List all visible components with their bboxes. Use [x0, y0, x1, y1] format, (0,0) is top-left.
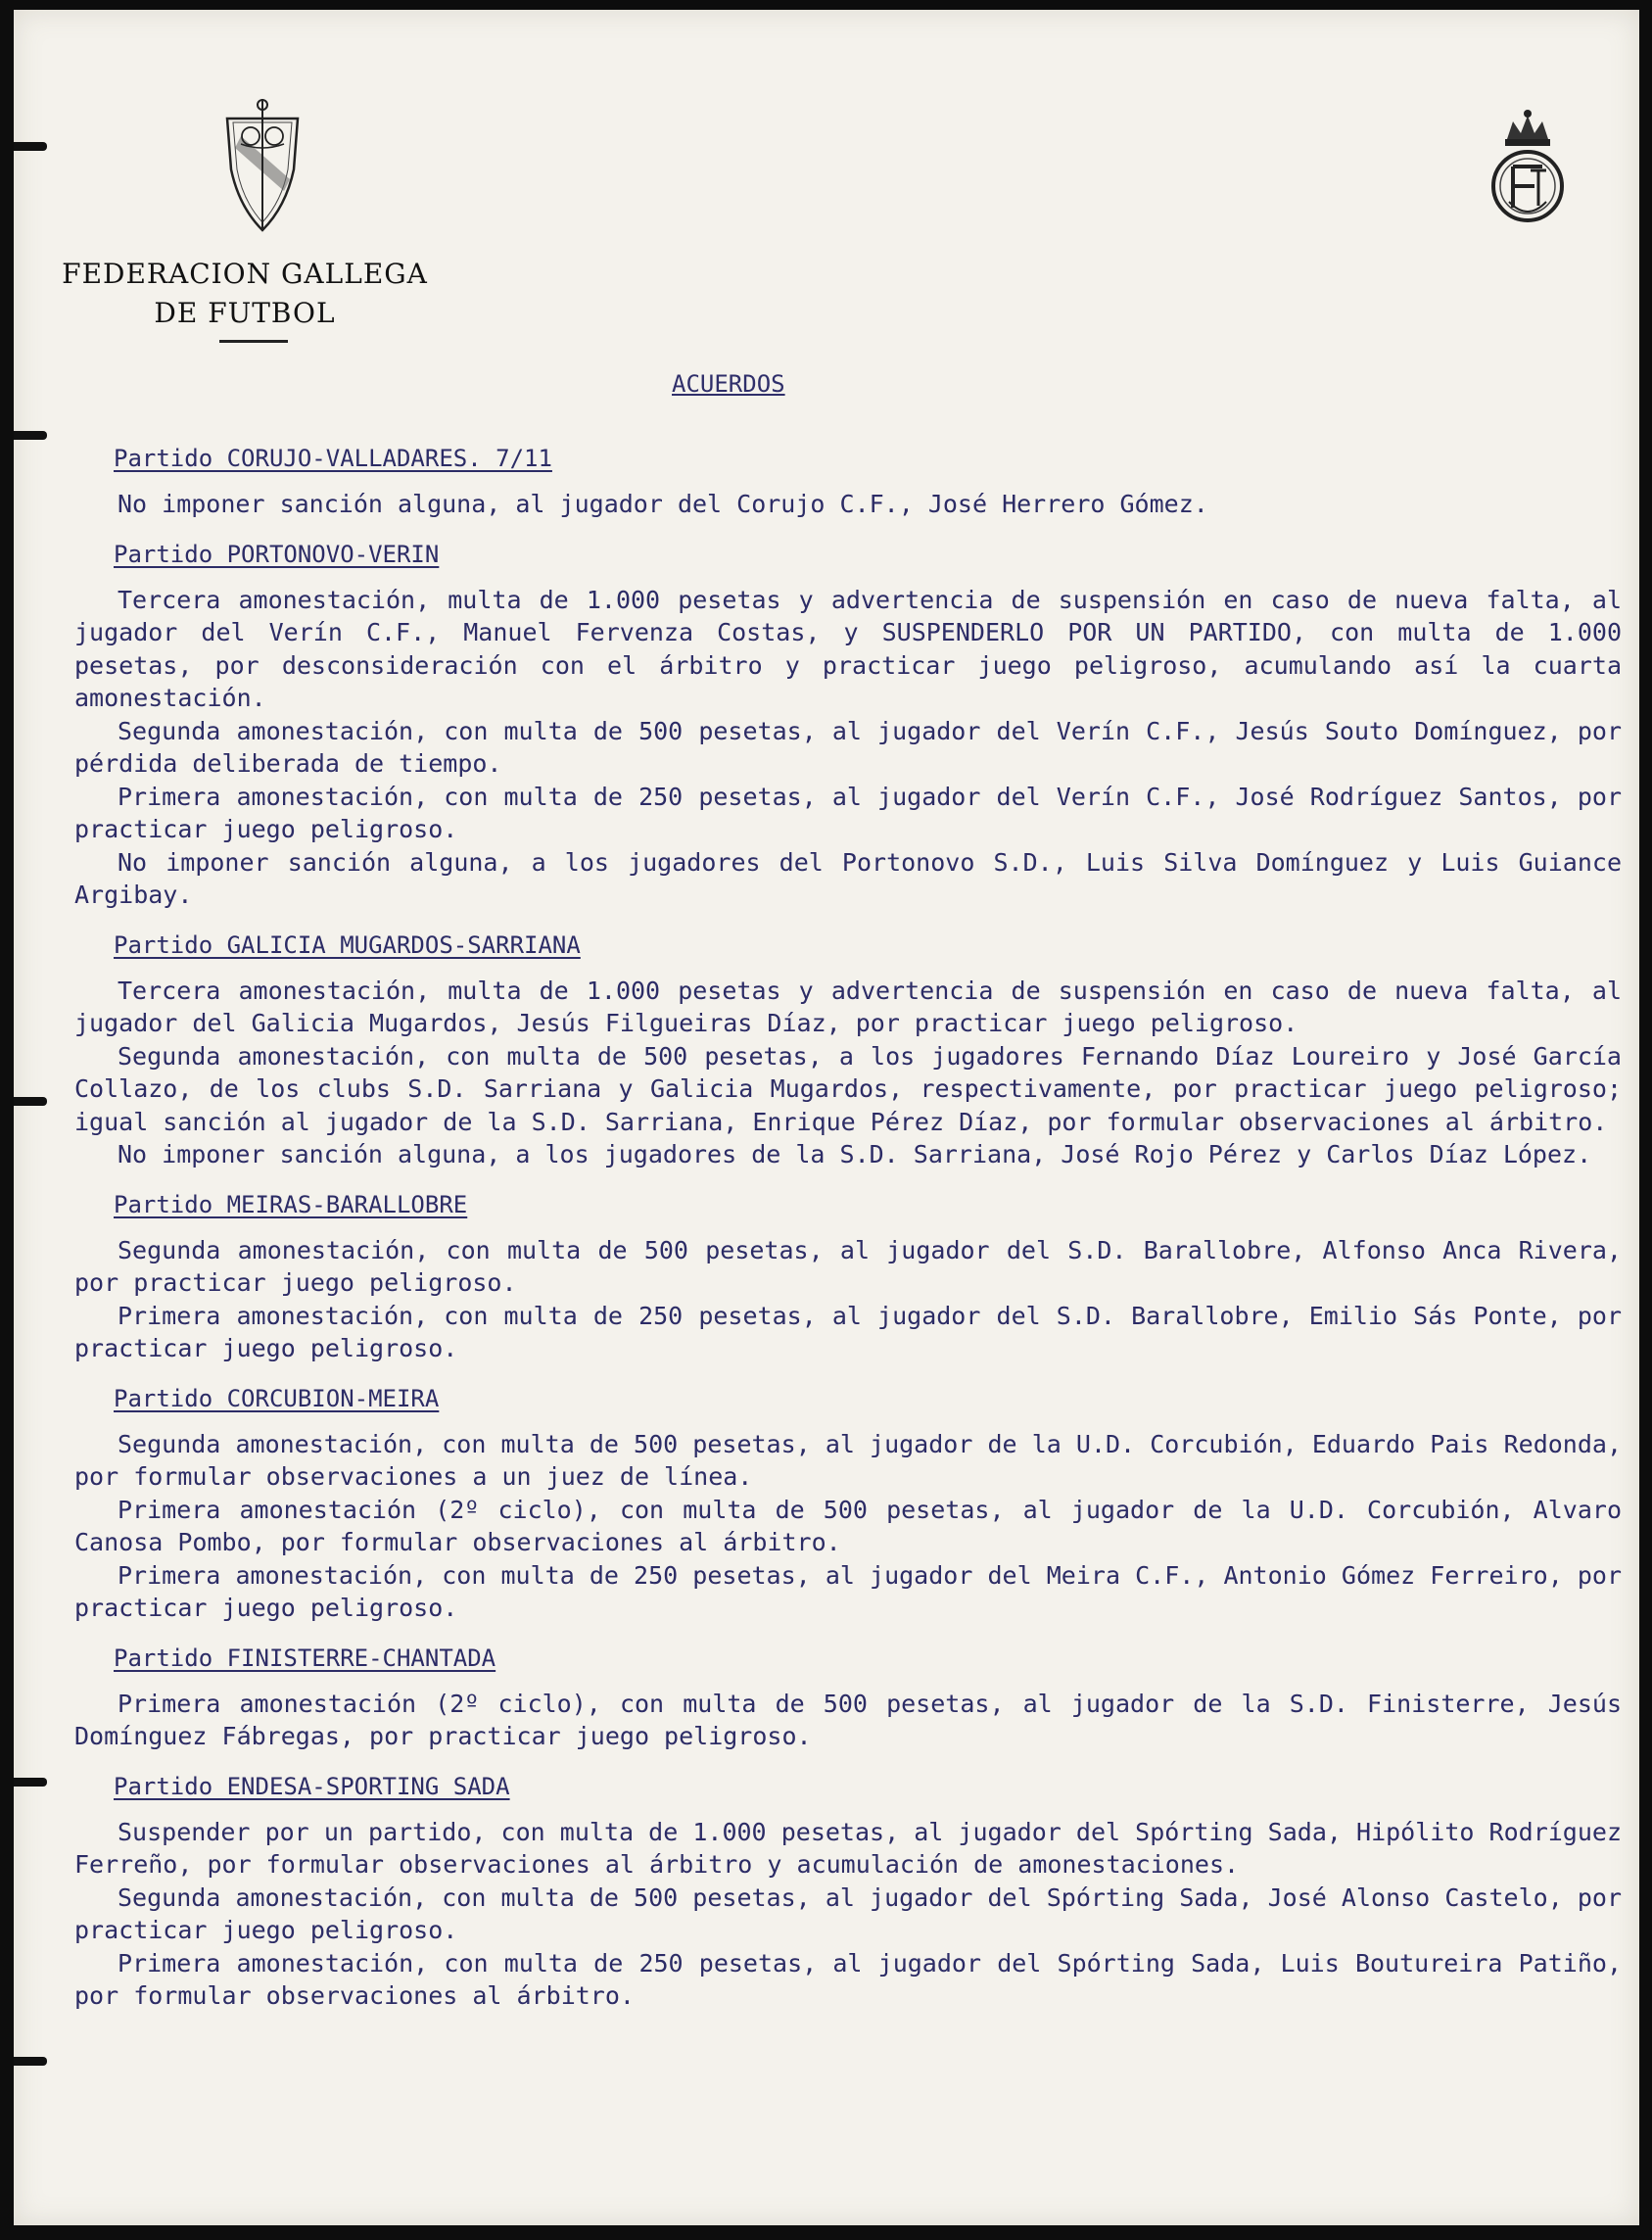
sanction-paragraph: Primera amonestación, con multa de 250 pesetas, al jugador del S.D. Barallobre, Emilio Sás Ponte, por practicar juego peligroso. [74, 1301, 1622, 1362]
sanction-paragraph: Primera amonestación, con multa de 250 pesetas, al jugador del Meira C.F., Antonio Gómez Ferreiro, por practicar juego peligroso. [74, 1560, 1622, 1622]
sanction-paragraph: Segunda amonestación, con multa de 500 pesetas, al jugador de la U.D. Corcubión, Eduardo Pais Redonda, por formular observaciones a un juez de línea. [74, 1429, 1622, 1491]
sanction-paragraph: Primera amonestación (2º ciclo), con multa de 500 pesetas, al jugador de la U.D. Corcubión, Alvaro Canosa Pombo, por formular observaciones al árbitro. [74, 1495, 1622, 1556]
sanction-paragraph: Tercera amonestación, multa de 1.000 pesetas y advertencia de suspensión en caso de nueva falta, al jugador del Verín C.F., Manuel Fervenza Costas, y SUSPENDERLO POR UN PARTIDO, con multa de 1.000 pesetas, por desconsideración con el árbitro y practicar juego peligroso, acumulando así la cuarta amonestación. [74, 585, 1622, 712]
binder-punch-hole [14, 1097, 47, 1106]
binder-punch-hole [14, 142, 47, 151]
sanction-paragraph: Segunda amonestación, con multa de 500 pesetas, al jugador del Verín C.F., Jesús Souto Domínguez, por pérdida deliberada de tiempo. [74, 716, 1622, 778]
sanction-paragraph: Segunda amonestación, con multa de 500 pesetas, al jugador del S.D. Barallobre, Alfonso Anca Rivera, por practicar juego peligroso. [74, 1235, 1622, 1297]
federation-name [59, 255, 431, 333]
federation-underline [219, 340, 288, 343]
binder-punch-hole [14, 431, 47, 440]
sanction-paragraph: Suspender por un partido, con multa de 1.000 pesetas, al jugador del Spórting Sada, Hipólito Rodríguez Ferreño, por formular observaciones al árbitro y acumulación de amonestaciones. [74, 1817, 1622, 1879]
sanction-paragraph: Primera amonestación, con multa de 250 pesetas, al jugador del Spórting Sada, Luis Boutureira Patiño, por formular observaciones al árbitro. [74, 1948, 1622, 2010]
match-heading: Partido GALICIA MUGARDOS-SARRIANA [114, 930, 581, 959]
match-section-portonovo-verin [74, 537, 1622, 912]
match-section-meiras-barallobre [74, 1187, 1622, 1365]
federation-name-line2: DE FUTBOL [154, 297, 336, 329]
sanction-paragraph: Segunda amonestación, con multa de 500 pesetas, al jugador del Spórting Sada, José Alonso Castelo, por practicar juego peligroso. [74, 1883, 1622, 1944]
sanction-paragraph: Primera amonestación (2º ciclo), con multa de 500 pesetas, al jugador de la S.D. Finisterre, Jesús Domínguez Fábregas, por practicar juego peligroso. [74, 1689, 1622, 1750]
binder-punch-hole [14, 2057, 47, 2066]
spanish-federation-crown-emblem-icon [1484, 108, 1572, 230]
sanction-paragraph: No imponer sanción alguna, a los jugadores del Portonovo S.D., Luis Silva Domínguez y Luis Guiance Argibay. [74, 847, 1622, 909]
match-section-finisterre-chantada [74, 1641, 1622, 1753]
match-section-corujo-valladares [74, 441, 1622, 521]
match-heading: Partido ENDESA-SPORTING SADA [114, 1772, 510, 1800]
federation-name-line1: FEDERACION GALLEGA [62, 258, 428, 290]
agreements-body [74, 441, 1622, 2028]
sanction-paragraph: Tercera amonestación, multa de 1.000 pesetas y advertencia de suspensión en caso de nueva falta, al jugador del Galicia Mugardos, Jesús Filgueiras Díaz, por practicar juego peligroso. [74, 976, 1622, 1037]
match-heading: Partido CORUJO-VALLADARES. 7/11 [114, 445, 552, 472]
match-section-galicia-mugardos-sarriana [74, 928, 1622, 1171]
match-heading: Partido MEIRAS-BARALLOBRE [114, 1190, 468, 1218]
sanction-paragraph: Segunda amonestación, con multa de 500 pesetas, a los jugadores Fernando Díaz Loureiro y José García Collazo, de los clubs S.D. Sarriana y Galicia Mugardos, respectivamente, por practicar juego peligroso; igual sanción al jugador de la S.D. Sarriana, Enrique Pérez Díaz, por formular observaciones al árbitro. [74, 1041, 1622, 1136]
sanction-paragraph: Primera amonestación, con multa de 250 pesetas, al jugador del Verín C.F., José Rodríguez Santos, por practicar juego peligroso. [74, 782, 1622, 843]
binder-punch-hole [14, 1778, 47, 1787]
galician-federation-shield-icon [213, 93, 311, 240]
sanction-paragraph: No imponer sanción alguna, a los jugadores de la S.D. Sarriana, José Rojo Pérez y Carlos Díaz López. [118, 1140, 1592, 1168]
match-section-endesa-sporting-sada [74, 1769, 1622, 2013]
match-heading: Partido PORTONOVO-VERIN [114, 540, 440, 568]
match-section-corcubion-meira [74, 1381, 1622, 1625]
match-heading: Partido FINISTERRE-CHANTADA [114, 1644, 496, 1672]
sanction-paragraph: No imponer sanción alguna, al jugador del Corujo C.F., José Herrero Gómez. [118, 490, 1208, 518]
match-heading: Partido CORCUBION-MEIRA [114, 1384, 440, 1412]
page-title: ACUERDOS [672, 370, 785, 398]
